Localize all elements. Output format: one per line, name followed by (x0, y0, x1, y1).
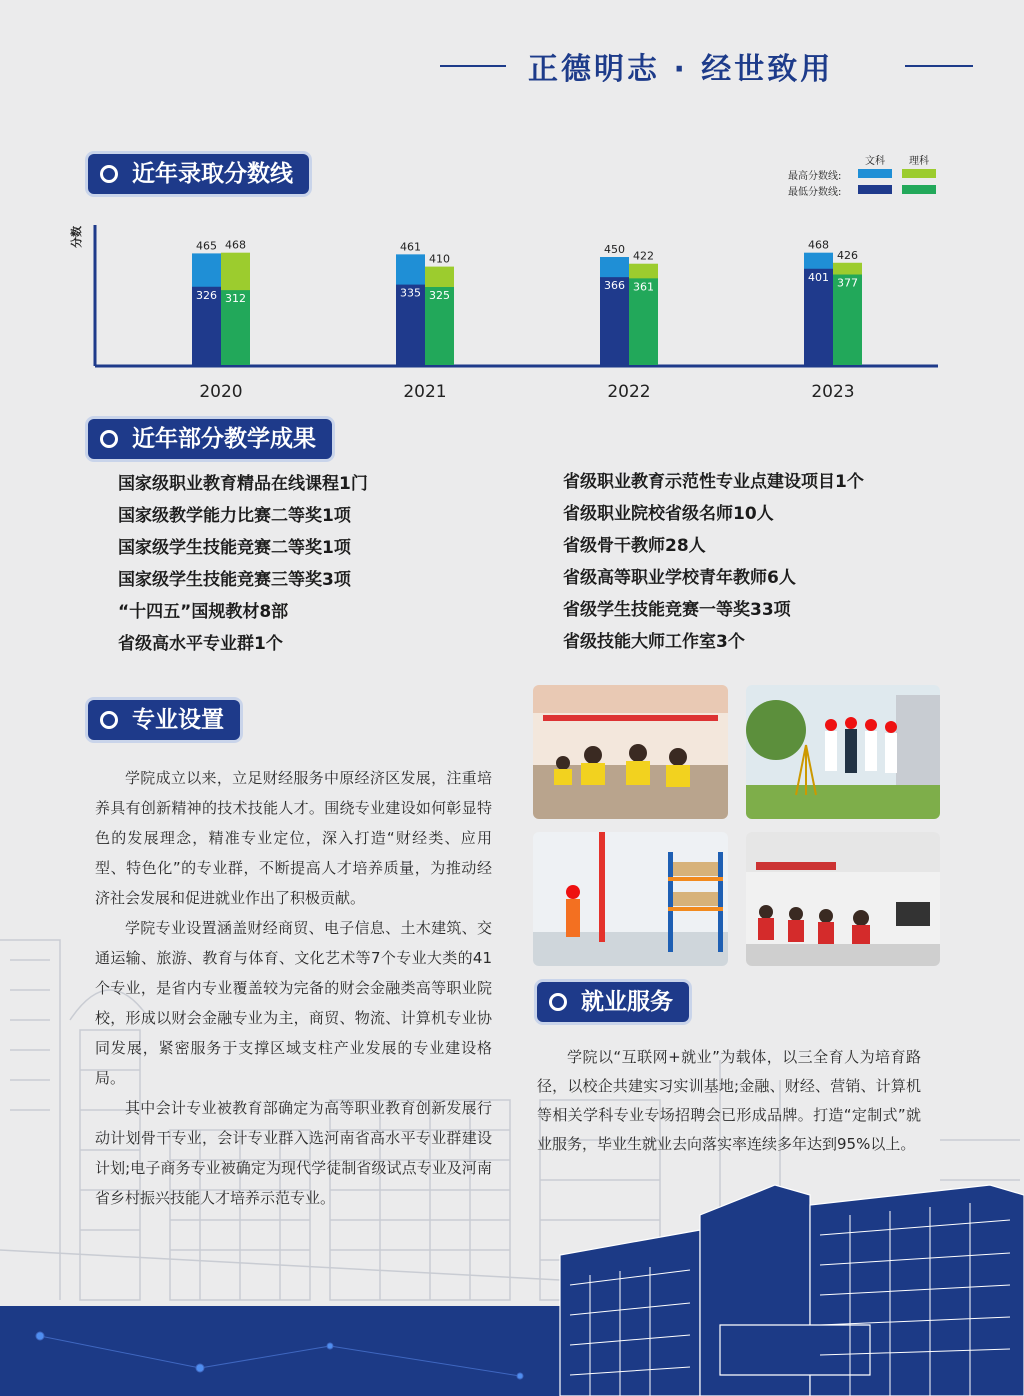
value-label-arts-min: 366 (604, 279, 625, 293)
value-label-arts-max: 461 (400, 240, 421, 254)
achievement-item: 省级学生技能竞赛一等奖33项 (563, 600, 791, 620)
majors-paragraph-2: 学院专业设置涵盖财经商贸、电子信息、土木建筑、交通运输、旅游、教育与体育、文化艺术等7个专业大类的41个专业，是省内专业覆盖较为完备的财会金融类高等职业院校，形成以财会金融专业为主，商贸、物流、计算机专业协同发展，紧密服务于支撑区域支柱产业发展的专业建设格局。 (95, 919, 492, 1087)
value-label-arts-max: 468 (808, 238, 829, 252)
x-tick-label: 2021 (403, 382, 447, 402)
section-title-majors (88, 700, 240, 740)
y-axis-label: 分数 (70, 226, 83, 248)
photo-computer-lab (746, 832, 940, 966)
x-tick-label: 2020 (199, 382, 243, 402)
legend-swatch-arts-max (858, 169, 892, 178)
value-label-science-min: 361 (633, 280, 654, 294)
achievement-item: 国家级教学能力比赛二等奖1项 (118, 506, 351, 526)
achievement-item: 国家级职业教育精品在线课程1门 (118, 474, 368, 494)
value-label-science-min: 325 (429, 289, 450, 302)
majors-text-block (95, 763, 492, 1213)
achievement-item: 省级职业教育示范性专业点建设项目1个 (563, 472, 864, 492)
motto-banner (0, 44, 1024, 88)
value-label-science-max: 422 (633, 249, 654, 263)
circle-bullet-icon (549, 993, 567, 1011)
value-label-arts-max: 450 (604, 243, 625, 256)
photo-classroom (533, 685, 728, 819)
legend-swatch-science-max (902, 169, 936, 178)
value-label-arts-min: 326 (196, 288, 217, 302)
achievements-list-left (118, 468, 368, 660)
majors-paragraph-3: 其中会计专业被教育部确定为高等职业教育创新发展行动计划骨干专业，会计专业群入选河南省高水平专业群建设计划;电子商务专业被确定为现代学徒制省级试点专业及河南省乡村振兴技能人才培养示范专业。 (95, 1099, 492, 1207)
section-title-achievements-text: 近年部分教学成果 (132, 426, 316, 452)
legend-swatch-science-min (902, 185, 936, 194)
majors-paragraph-1: 学院成立以来，立足财经服务中原经济区发展，注重培养具有创新精神的技术技能人才。围绕专业建设如何彰显特色的发展理念，精准专业定位，深入打造“财经类、应用型、特色化”的专业群，不断提高人才培养质量，为推动经济社会发展和促进就业作出了积极贡献。 (95, 769, 492, 907)
legend-row-max: 最高分数线: (788, 171, 842, 182)
achievement-item: 国家级学生技能竞赛三等奖3项 (118, 570, 351, 590)
x-tick-label: 2022 (607, 382, 651, 402)
circle-bullet-icon (100, 165, 118, 183)
section-title-employment (537, 982, 689, 1022)
score-bar-chart (70, 215, 950, 410)
achievements-list-right (563, 466, 864, 658)
value-label-science-max: 426 (837, 248, 858, 262)
section-title-scores (88, 154, 309, 194)
chart-legend (780, 150, 950, 200)
motto-line-left (440, 65, 506, 67)
section-title-scores-text: 近年录取分数线 (132, 161, 293, 187)
motto-text: 正德明志 · 经世致用 (528, 52, 834, 87)
legend-row-min: 最低分数线: (788, 187, 842, 198)
value-label-arts-min: 401 (808, 270, 829, 284)
legend-col-science: 理科 (909, 156, 929, 167)
circle-bullet-icon (100, 430, 118, 448)
value-label-arts-max: 465 (196, 239, 217, 253)
legend-col-arts: 文科 (865, 156, 885, 167)
legend-swatch-arts-min (858, 185, 892, 194)
achievement-item: 省级技能大师工作室3个 (563, 632, 745, 652)
photo-warehouse (533, 832, 728, 966)
achievement-item: 省级高水平专业群1个 (118, 634, 283, 654)
footer-network-dots (0, 1306, 600, 1396)
circle-bullet-icon (100, 711, 118, 729)
value-label-science-max: 410 (429, 252, 450, 266)
campus-building-illustration (550, 1175, 1024, 1396)
achievement-item: 国家级学生技能竞赛二等奖1项 (118, 538, 351, 558)
value-label-arts-min: 335 (400, 286, 421, 300)
achievement-item: “十四五”国规教材8部 (118, 602, 289, 622)
achievement-item: 省级高等职业学校青年教师6人 (563, 568, 796, 588)
achievement-item: 省级职业院校省级名师10人 (563, 504, 774, 524)
value-label-science-min: 312 (225, 292, 246, 306)
value-label-science-max: 468 (225, 238, 246, 252)
value-label-science-min: 377 (837, 276, 858, 290)
section-title-employment-text: 就业服务 (581, 989, 673, 1015)
section-title-majors-text: 专业设置 (132, 707, 224, 733)
achievement-item: 省级骨干教师28人 (563, 536, 706, 556)
employment-text-block (537, 1043, 921, 1159)
x-tick-label: 2023 (811, 382, 855, 402)
section-title-achievements (88, 419, 332, 459)
employment-paragraph: 学院以“互联网+就业”为载体，以三全育人为培育路径，以校企共建实习实训基地;金融、财经、营销、计算机等相关学科专业专场招聘会已形成品牌。打造“定制式”就业服务，毕业生就业去向落实率连续多年达到95%以上。 (537, 1048, 921, 1153)
photo-surveying (746, 685, 940, 819)
motto-line-right (905, 65, 973, 67)
